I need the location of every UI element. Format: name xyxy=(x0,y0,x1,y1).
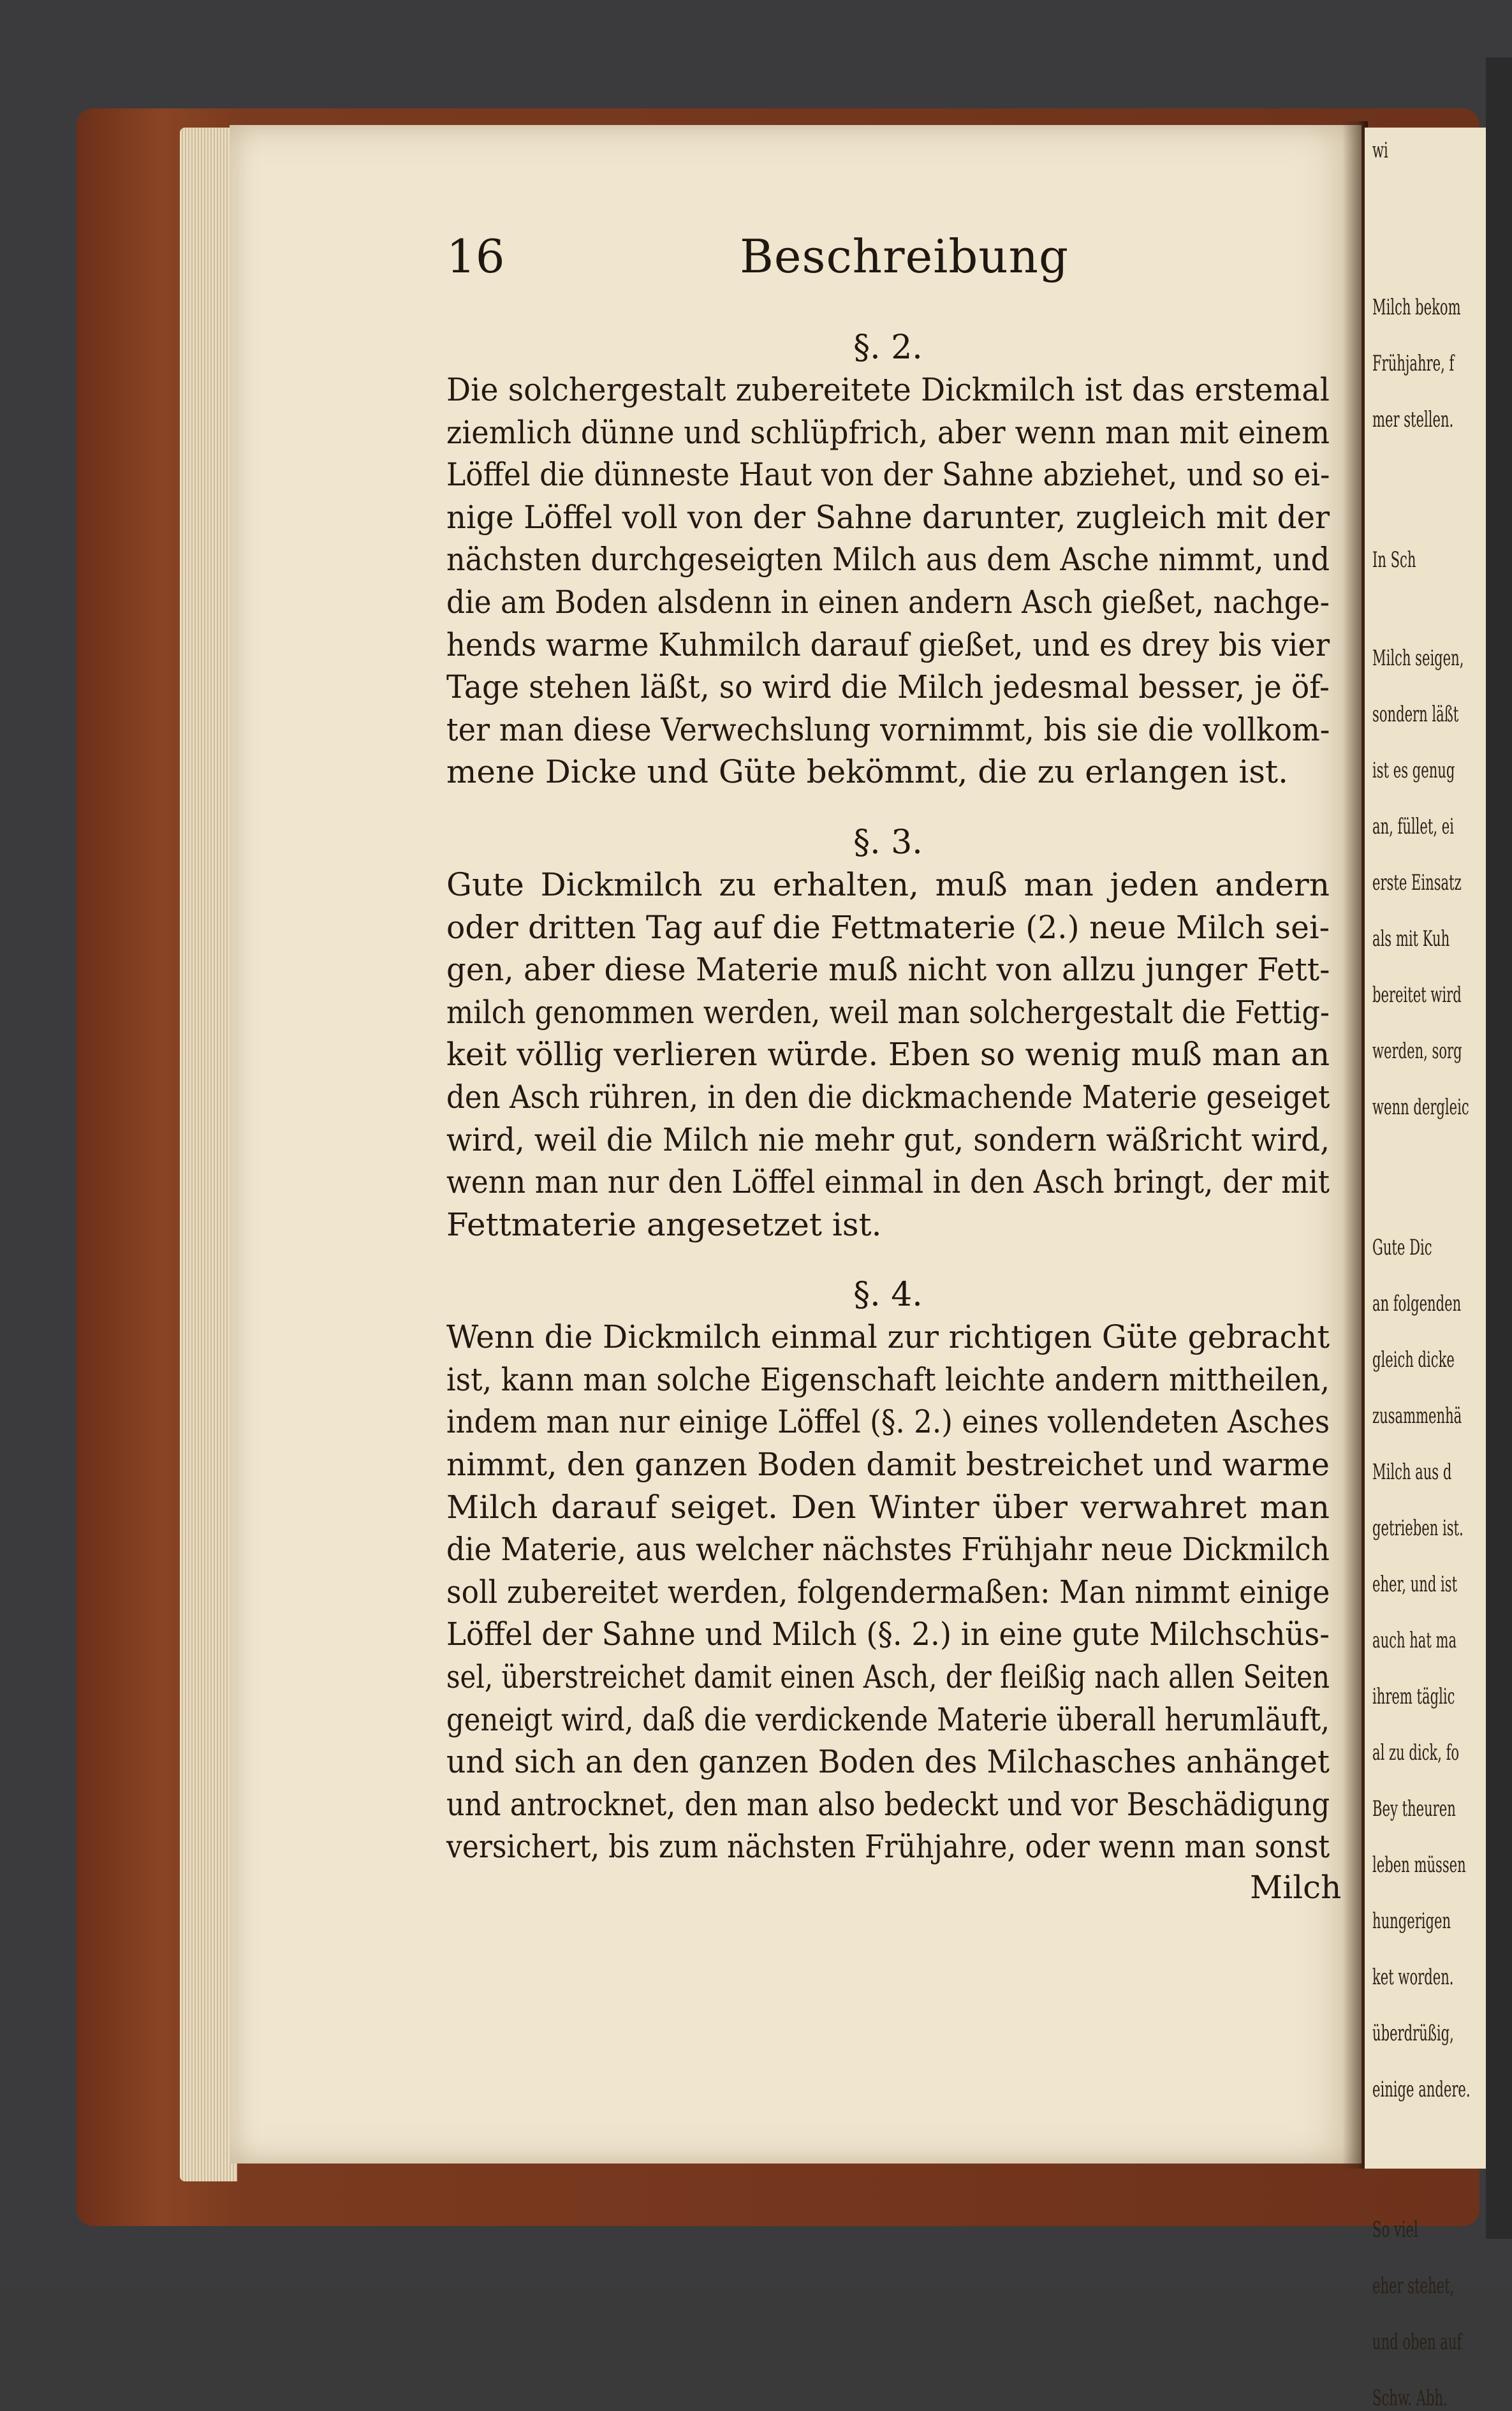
facing-text-fragment: an, füllet, ei xyxy=(1372,814,1454,839)
text-line: Die solchergestalt zubereitete Dickmilch ist das erstemal xyxy=(446,371,1330,408)
section-gap xyxy=(446,1246,1330,1274)
gutter-shadow xyxy=(1342,121,1368,2169)
section-gap xyxy=(446,793,1330,822)
facing-text-fragment: als mit Kuh xyxy=(1372,926,1450,952)
text-line: nächsten durchgeseigten Milch aus dem Asche nimmt, und xyxy=(446,541,1330,579)
text-line: milch genommen werden, weil man solchergestalt die Fettig- xyxy=(446,993,1330,1031)
facing-text-fragment: Frühjahre, f xyxy=(1372,351,1455,376)
background-edge xyxy=(1486,57,1512,2239)
facing-text-fragment: Schw. Abh. xyxy=(1372,2385,1448,2411)
facing-text-fragment: bereitet wird xyxy=(1372,982,1462,1008)
facing-text-fragment: So viel xyxy=(1372,2217,1418,2243)
facing-text-fragment: ket worden. xyxy=(1372,1965,1454,1990)
text-block xyxy=(446,327,1330,1868)
page-number: 16 xyxy=(446,230,505,283)
text-line: ist, kann man solche Eigenschaft leichte andern mittheilen, xyxy=(446,1360,1330,1398)
text-line: Fettmaterie angesetzet ist. xyxy=(446,1206,882,1243)
section-mark: §. 4. xyxy=(853,1276,923,1315)
text-line: oder dritten Tag auf die Fettmaterie (2.) neue Milch sei- xyxy=(446,908,1330,946)
text-line: und sich an den ganzen Boden des Milchasches anhänget xyxy=(446,1743,1330,1781)
facing-text-fragment: sondern läßt xyxy=(1372,702,1459,727)
facing-text-fragment: hungerigen xyxy=(1372,1908,1451,1934)
text-line: versichert, bis zum nächsten Frühjahre, oder wenn man sonst xyxy=(446,1828,1330,1866)
facing-text-fragment: Milch bekom xyxy=(1372,295,1461,320)
text-line: mene Dicke und Güte bekömmt, die zu erlangen ist. xyxy=(446,753,1289,791)
facing-text-fragment: gleich dicke xyxy=(1372,1347,1455,1373)
text-line: Gute Dickmilch zu erhalten, muß man jeden andern xyxy=(446,866,1330,903)
text-line: ter man diese Verwechslung vornimmt, bis sie die vollkom- xyxy=(446,711,1330,748)
text-line: gen, aber diese Materie muß nicht von allzu junger Fett- xyxy=(446,951,1330,989)
text-line: wenn man nur den Löffel einmal in den Asch bringt, der mit xyxy=(446,1163,1330,1201)
section-mark: §. 2. xyxy=(853,328,923,367)
facing-text-fragment: ihrem täglic xyxy=(1372,1684,1455,1709)
facing-text-fragment: an folgenden xyxy=(1372,1291,1462,1316)
paragraph xyxy=(446,1316,1330,1868)
text-line: wird, weil die Milch nie mehr gut, sondern wäßricht wird, xyxy=(446,1121,1330,1158)
facing-text-fragment: zusammenhä xyxy=(1372,1403,1462,1429)
text-line: nige Löffel voll von der Sahne darunter, zugleich mit der xyxy=(446,498,1330,536)
facing-text-fragment: ist es genug xyxy=(1372,758,1455,783)
text-line: die Materie, aus welcher nächstes Frühjahr neue Dickmilch xyxy=(446,1531,1330,1568)
facing-text-fragment: getrieben ist. xyxy=(1372,1515,1464,1541)
paragraph xyxy=(446,369,1330,793)
paragraph xyxy=(446,864,1330,1246)
catchword: Milch xyxy=(1250,1869,1342,1906)
facing-text-fragment: Milch seigen, xyxy=(1372,645,1464,671)
facing-text-fragment: Bey theuren xyxy=(1372,1796,1456,1822)
text-line: Milch darauf seiget. Den Winter über verwahret man xyxy=(446,1488,1330,1526)
facing-text-fragment: und oben auf xyxy=(1372,2329,1462,2355)
facing-text-fragment: auch hat ma xyxy=(1372,1628,1457,1653)
text-line: Löffel der Sahne und Milch (§. 2.) in eine gute Milchschüs- xyxy=(446,1616,1330,1653)
text-line: Tage stehen läßt, so wird die Milch jedesmal besser, je öf- xyxy=(446,668,1330,706)
facing-text-fragment: wenn dergleic xyxy=(1372,1095,1469,1120)
text-line: nimmt, den ganzen Boden damit bestreichet und warme xyxy=(446,1446,1330,1484)
facing-text-fragment: eher, und ist xyxy=(1372,1572,1458,1597)
text-line: den Asch rühren, in den die dickmachende Materie geseiget xyxy=(446,1078,1330,1116)
text-line: keit völlig verlieren würde. Eben so wenig muß man an xyxy=(446,1036,1330,1073)
text-line: hends warme Kuhmilch darauf gießet, und es drey bis vier xyxy=(446,626,1330,663)
facing-text-fragment: In Sch xyxy=(1372,547,1416,573)
text-line: die am Boden alsdenn in einen andern Asch gießet, nachge- xyxy=(446,583,1330,621)
facing-text-fragment: werden, sorg xyxy=(1372,1038,1462,1064)
facing-text-fragment: al zu dick, fo xyxy=(1372,1740,1460,1766)
facing-text-fragment: erste Einsatz xyxy=(1372,870,1462,896)
page-edges xyxy=(180,128,237,2181)
facing-text-fragment: wi xyxy=(1372,137,1388,163)
text-line: und antrocknet, den man also bedeckt und vor Beschädigung xyxy=(446,1785,1330,1823)
facing-text-fragment: einige andere. xyxy=(1372,2077,1471,2102)
text-line: geneigt wird, daß die verdickende Materie überall herumläuft, xyxy=(446,1700,1330,1738)
facing-text-fragment: Milch aus d xyxy=(1372,1459,1452,1485)
running-head: Beschreibung xyxy=(740,230,1069,283)
facing-text-fragment: eher stehet, xyxy=(1372,2273,1455,2299)
text-line: Wenn die Dickmilch einmal zur richtigen Güte gebracht xyxy=(446,1318,1330,1356)
facing-text-fragment: Gute Dic xyxy=(1372,1235,1432,1260)
facing-text-fragment: leben müssen xyxy=(1372,1852,1466,1878)
section-mark: §. 3. xyxy=(853,823,923,862)
text-line: soll zubereitet werden, folgendermaßen: Man nimmt einige xyxy=(446,1573,1330,1611)
text-line: ziemlich dünne und schlüpfrich, aber wenn man mit einem xyxy=(446,413,1330,451)
text-line: Löffel die dünneste Haut von der Sahne abziehet, und so ei- xyxy=(446,456,1330,494)
facing-text-fragment: mer stellen. xyxy=(1372,407,1454,432)
text-line: indem man nur einige Löffel (§. 2.) eines vollendeten Asches xyxy=(446,1403,1330,1441)
page-header xyxy=(446,230,1148,306)
text-line: sel, überstreichet damit einen Asch, der fleißig nach allen Seiten xyxy=(446,1658,1330,1696)
facing-text-fragment: überdrüßig, xyxy=(1372,2021,1454,2046)
